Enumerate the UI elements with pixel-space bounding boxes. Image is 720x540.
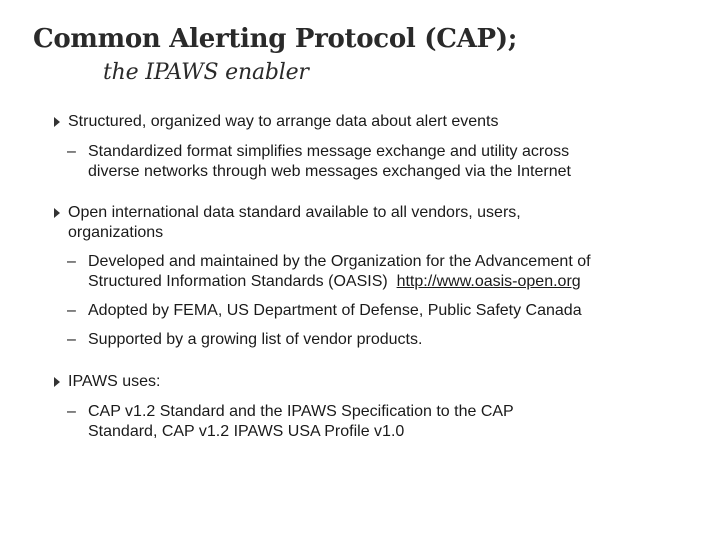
sub-bullet-cap-profile: [67, 402, 514, 442]
oasis-link[interactable]: http://www.oasis-open.org: [396, 273, 581, 290]
sub-bullet-standardized-format: [67, 142, 571, 182]
sub-bullet-vendor-products: [67, 330, 423, 350]
sub-bullet-line: Supported by a growing list of vendor products.: [88, 331, 423, 348]
dash-icon: –: [67, 403, 76, 420]
bullet-arrow-icon: [54, 208, 60, 218]
bullet-line: Open international data standard available to all vendors, users,: [68, 204, 521, 221]
dash-icon: –: [67, 253, 76, 270]
sub-bullet-line: Developed and maintained by the Organization for the Advancement of: [88, 253, 591, 270]
sub-bullet-line-text: Structured Information Standards (OASIS): [88, 273, 388, 290]
bullet-line: organizations: [68, 224, 164, 241]
bullet-arrow-icon: [54, 377, 60, 387]
sub-bullet-line: Adopted by FEMA, US Department of Defense, Public Safety Canada: [88, 302, 582, 319]
bullet-open-standard: [68, 203, 521, 243]
bullet-ipaws-uses: [68, 372, 160, 392]
bullet-arrow-icon: [54, 117, 60, 127]
sub-bullet-oasis: [67, 252, 591, 292]
bullet-text: IPAWS uses:: [68, 373, 161, 390]
slide-title: Common Alerting Protocol (CAP);: [33, 24, 518, 54]
dash-icon: –: [67, 143, 76, 160]
slide-subtitle: the IPAWS enabler: [103, 60, 309, 85]
sub-bullet-line: diverse networks through web messages exchanged via the Internet: [88, 163, 571, 180]
dash-icon: –: [67, 302, 76, 319]
sub-bullet-line: [88, 272, 591, 292]
bullet-text: Structured, organized way to arrange data about alert events: [68, 113, 499, 130]
dash-icon: –: [67, 331, 76, 348]
bullet-structured-data: [68, 112, 498, 132]
sub-bullet-line: Standardized format simplifies message exchange and utility across: [88, 143, 570, 160]
sub-bullet-line: Standard, CAP v1.2 IPAWS USA Profile v1.0: [88, 423, 405, 440]
sub-bullet-adopted: [67, 301, 582, 321]
sub-bullet-line: CAP v1.2 Standard and the IPAWS Specification to the CAP: [88, 403, 514, 420]
